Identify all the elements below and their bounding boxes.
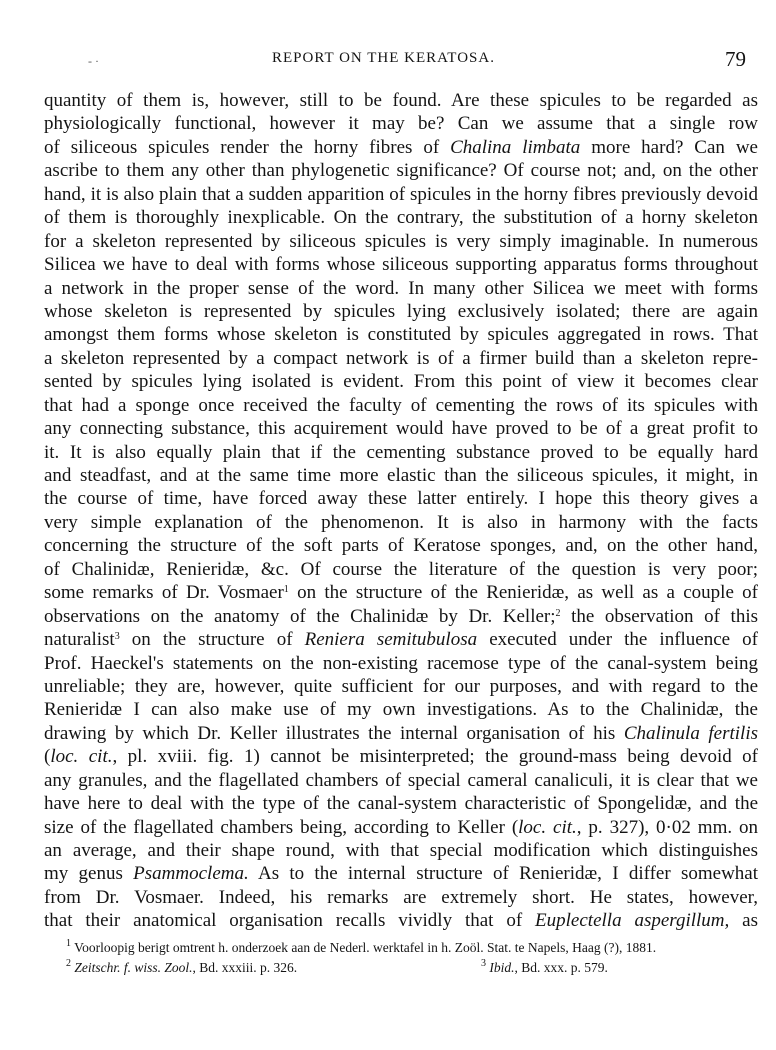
- text-run: hand, it is also plain that a sudden apparition of spicules in the horny fibres previously devoid: [44, 183, 758, 205]
- text-run: the course of time, have forced away these latter entirely. I hope this theory gives a: [44, 488, 758, 510]
- text-run: on the structure of the Renieridæ, as well as a couple of: [288, 582, 759, 604]
- text-line: [44, 89, 758, 112]
- text-run: observations on the anatomy of the Chalinidæ by Dr. Keller;: [44, 605, 556, 627]
- text-run: drawing by which Dr. Keller illustrates the internal organisation of his: [44, 722, 624, 744]
- text-line: [44, 394, 758, 417]
- footnote-text: , Bd. xxxiii. p. 326.: [192, 960, 298, 975]
- text-line: [44, 417, 758, 440]
- text-run: of Chalinidæ, Renieridæ, &c. Of course the literature of the question is very poor;: [44, 558, 758, 580]
- text-line: [44, 230, 758, 253]
- text-line: [44, 652, 758, 675]
- text-run: that had a sponge once received the faculty of cementing the rows of its spicules with: [44, 394, 758, 416]
- text-run: any granules, and the flagellated chambers of special cameral canaliculi, it is clear that we: [44, 769, 758, 791]
- text-line: [44, 745, 758, 768]
- footnote-1: [66, 938, 756, 958]
- text-line: [44, 300, 758, 323]
- footnote-marker: 1: [66, 938, 71, 949]
- italic-term: loc. cit.: [518, 816, 577, 838]
- text-run: of siliceous spicules render the horny fibres of: [44, 136, 451, 158]
- footnote-text: Voorloopig berigt omtrent h. onderzoek aan de Nederl. werktafel in h. Zoöl. Stat. te Napels, Haag (?), 1881.: [74, 940, 657, 955]
- text-line: [44, 183, 758, 206]
- margin-mark: - ·: [88, 54, 99, 68]
- text-run: Silicea we have to deal with forms whose siliceous supporting apparatus forms throughout: [44, 254, 758, 276]
- body-text: [44, 89, 758, 933]
- text-run: unreliable; they are, however, quite sufficient for our purposes, and with regard to the: [44, 675, 758, 697]
- text-run: more hard? Can we: [580, 136, 758, 158]
- footnote-marker: 3: [481, 958, 486, 969]
- text-line: [44, 909, 758, 932]
- text-run: naturalist: [44, 629, 115, 651]
- text-run: Prof. Haeckel's statements on the non-existing racemose type of the canal-system being: [44, 652, 758, 674]
- footnotes: [66, 938, 756, 978]
- text-run: , pl. xviii. fig. 1) cannot be misinterpreted; the ground-mass being devoid of: [112, 746, 759, 768]
- text-run: an average, and their shape round, with that special modification which distinguishes: [44, 840, 758, 861]
- text-run: executed under the influence of: [477, 629, 759, 651]
- text-line: [44, 886, 758, 909]
- text-run: on the structure of: [119, 629, 305, 651]
- footnote-2: [66, 960, 297, 975]
- footnote-ref: 2: [555, 607, 561, 619]
- italic-term: Euplectella aspergillum,: [535, 910, 730, 932]
- text-line: [44, 581, 758, 604]
- text-line: [44, 136, 758, 159]
- text-run: my genus: [44, 863, 134, 885]
- text-line: [44, 558, 758, 581]
- text-run: very simple explanation of the phenomenon. It is also in harmony with the facts: [44, 511, 758, 533]
- text-run: whose skeleton is represented by spicules lying exclusively isolated; there are again: [44, 300, 758, 322]
- text-line: [44, 862, 758, 885]
- text-run: (: [44, 746, 51, 768]
- text-run: concerning the structure of the soft parts of Keratose sponges, and, on the other hand,: [44, 535, 758, 557]
- text-run: physiologically functional, however it may be? Can we assume that a single row: [44, 113, 758, 135]
- text-line: [44, 370, 758, 393]
- text-line: [44, 464, 758, 487]
- text-line: [44, 277, 758, 300]
- text-line: [44, 698, 758, 721]
- text-line: [44, 159, 758, 182]
- footnote-3: [481, 958, 608, 978]
- text-run: sented by spicules lying isolated is evident. From this point of view it becomes clear: [44, 371, 758, 393]
- text-line: [44, 534, 758, 557]
- italic-term: Reniera semitubulosa: [304, 629, 478, 651]
- text-line: [44, 511, 758, 534]
- text-run: a network in the proper sense of the word. In many other Silicea we meet with forms: [44, 277, 758, 299]
- text-run: the observation of this: [560, 605, 758, 627]
- italic-term: Psammoclema.: [133, 863, 249, 885]
- footnote-ibid: Ibid.: [489, 960, 515, 975]
- text-run: from Dr. Vosmaer. Indeed, his remarks are extremely short. He states, however,: [44, 886, 758, 908]
- text-run: and steadfast, and at the same time more elastic than the siliceous spicules, it might, in: [44, 465, 758, 486]
- text-run: , p. 327), 0·02 mm. on: [576, 816, 759, 838]
- footnote-2-3-row: [66, 958, 756, 978]
- text-line: [44, 769, 758, 792]
- text-line: [44, 323, 758, 346]
- footnote-text: , Bd. xxx. p. 579.: [514, 960, 608, 975]
- text-line: [44, 112, 758, 135]
- footnote-ref: 3: [114, 631, 120, 643]
- text-run: any connecting substance, this acquirement would have proved to be of a great profit to: [44, 418, 758, 440]
- text-line: [44, 792, 758, 815]
- text-run: a skeleton represented by a compact network is of a firmer build than a skeleton repre-: [44, 347, 758, 369]
- text-run: some remarks of Dr. Vosmaer: [44, 582, 284, 604]
- text-run: quantity of them is, however, still to be found. Are these spicules to be regarded as: [44, 90, 758, 111]
- text-run: amongst them forms whose skeleton is constituted by spicules aggregated in rows. That: [44, 324, 758, 346]
- text-line: [44, 206, 758, 229]
- footnote-ref: 1: [283, 584, 289, 596]
- text-run: that their anatomical organisation recalls vividly that of: [44, 910, 536, 932]
- running-header: [0, 47, 776, 74]
- text-line: [44, 628, 758, 651]
- page-number: 79: [725, 47, 746, 71]
- text-run: for a skeleton represented by siliceous spicules is very simply imaginable. In numerous: [44, 230, 758, 252]
- text-line: [44, 487, 758, 510]
- text-line: [44, 816, 758, 839]
- text-run: of them is thoroughly inexplicable. On the contrary, the substitution of a horny skeleton: [44, 207, 758, 229]
- text-line: [44, 722, 758, 745]
- text-line: [44, 605, 758, 628]
- text-line: [44, 347, 758, 370]
- footnote-journal: Zeitschr. f. wiss. Zool.: [74, 960, 193, 975]
- text-run: it. It is also equally plain that if the cementing substance proved to be equally hard: [44, 441, 758, 463]
- italic-term: Chalinula fertilis: [623, 722, 758, 744]
- running-title: REPORT ON THE KERATOSA.: [272, 50, 495, 66]
- text-run: as: [729, 910, 758, 932]
- text-line: [44, 839, 758, 862]
- text-run: size of the flagellated chambers being, according to Keller (: [44, 816, 519, 838]
- text-line: [44, 253, 758, 276]
- text-run: have here to deal with the type of the canal-system characteristic of Spongelidæ, and the: [44, 793, 758, 815]
- text-run: ascribe to them any other than phylogenetic significance? Of course not; and, on the other: [44, 160, 758, 182]
- text-run: Renieridæ I can also make use of my own investigations. As to the Chalinidæ, the: [44, 699, 758, 721]
- italic-term: Chalina limbata: [450, 136, 581, 158]
- text-line: [44, 675, 758, 698]
- italic-term: loc. cit.: [50, 746, 113, 768]
- footnote-marker: 2: [66, 958, 71, 969]
- text-line: [44, 441, 758, 464]
- text-run: As to the internal structure of Renieridæ, I differ somewhat: [248, 863, 758, 885]
